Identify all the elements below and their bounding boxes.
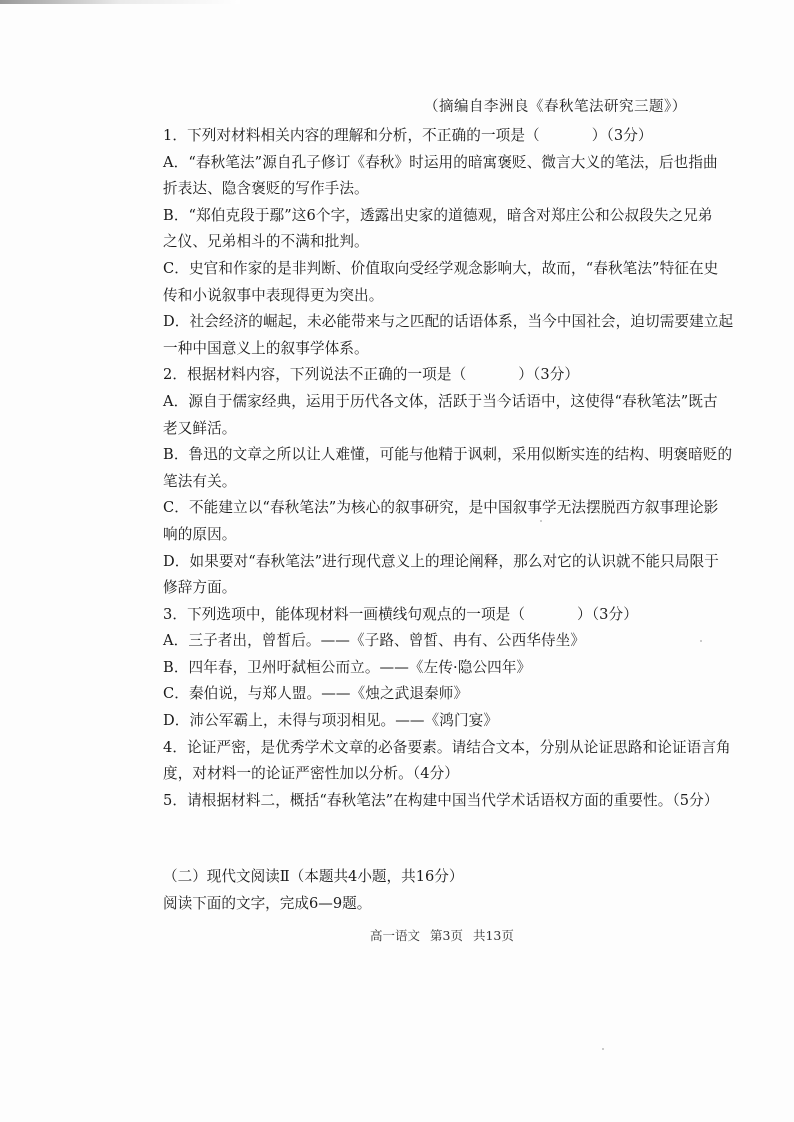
q2-option-c-cont: 响的原因。 bbox=[163, 525, 237, 543]
question-3-stem: 3．下列选项中，能体现材料一画横线句观点的一项是（ ）（3分） bbox=[163, 605, 638, 623]
footer-subject: 高一语文 bbox=[370, 928, 421, 943]
section-title: （二）现代文阅读Ⅱ（本题共4小题，共16分） bbox=[163, 868, 464, 885]
q1-option-d: D．社会经济的崛起，未必能带来与之匹配的话语体系，当今中国社会，迫切需要建立起 bbox=[163, 313, 734, 331]
questions-block bbox=[163, 123, 734, 814]
q1-option-b-cont: 之仪、兄弟相斗的不满和批判。 bbox=[163, 233, 369, 251]
footer-total: 共13页 bbox=[472, 928, 514, 943]
page-footer bbox=[370, 926, 514, 944]
source-citation: （摘编自李洲良《春秋笔法研究三题》） bbox=[424, 99, 687, 115]
footer-page: 第3页 bbox=[430, 928, 463, 943]
q1-option-a: A．“春秋笔法”源自孔子修订《春秋》时运用的暗寓褒贬、微言大义的笔法，后也指曲 bbox=[163, 153, 718, 171]
q2-option-b: B．鲁迅的文章之所以让人难懂，可能与他精于讽刺，采用似断实连的结构、明褒暗贬的 bbox=[163, 446, 733, 464]
question-2-stem: 2．根据材料内容，下列说法不正确的一项是（ ）（3分） bbox=[163, 366, 580, 384]
q1-option-c-cont: 传和小说叙事中表现得更为突出。 bbox=[163, 286, 384, 304]
q1-option-b: B．“郑伯克段于鄢”这6个字，透露出史家的道德观，暗含对郑庄公和公叔段失之兄弟 bbox=[163, 206, 713, 224]
q3-option-d: D．沛公军霸上，未得与项羽相见。——《鸿门宴》 bbox=[163, 712, 499, 730]
q2-option-a: A．源自于儒家经典，运用于历代各文体，活跃于当今话语中，这使得“春秋笔法”既古 bbox=[163, 392, 718, 410]
q3-option-c: C．秦伯说，与郑人盟。——《烛之武退秦师》 bbox=[163, 685, 469, 703]
q3-option-a: A．三子者出，曾皙后。——《子路、曾皙、冉有、公西华侍坐》 bbox=[163, 632, 586, 650]
q2-option-d: D．如果要对“春秋笔法”进行现代意义上的理论阐释，那么对它的认识就不能只局限于 bbox=[163, 552, 719, 570]
q2-option-a-cont: 老又鲜活。 bbox=[163, 419, 237, 437]
q1-option-a-cont: 折表达、隐含褒贬的写作手法。 bbox=[163, 180, 369, 198]
section-header bbox=[163, 863, 463, 917]
q2-option-c: C．不能建立以“春秋笔法”为核心的叙事研究，是中国叙事学无法摆脱西方叙事理论影 bbox=[163, 499, 719, 517]
q1-option-d-cont: 一种中国意义上的叙事学体系。 bbox=[163, 339, 369, 357]
q3-option-b: B．四年春，卫州吁弑桓公而立。——《左传·隐公四年》 bbox=[163, 658, 532, 676]
question-4-stem: 4．论证严密，是优秀学术文章的必备要素。请结合文本，分别从论证思路和论证语言角 bbox=[163, 738, 731, 756]
question-5-stem: 5．请根据材料二，概括“春秋笔法”在构建中国当代学术话语权方面的重要性。（5分） bbox=[163, 791, 719, 809]
q2-option-d-cont: 修辞方面。 bbox=[163, 579, 237, 597]
scan-edge-artifact bbox=[0, 0, 240, 4]
scan-speck bbox=[602, 1048, 604, 1050]
question-4-stem-cont: 度，对材料一的论证严密性加以分析。（4分） bbox=[163, 765, 459, 783]
question-1-stem: 1．下列对材料相关内容的理解和分析，不正确的一项是（ ）（3分） bbox=[163, 127, 653, 144]
q1-option-c: C．史官和作家的是非判断、价值取向受经学观念影响大，故而，“春秋笔法”特征在史 bbox=[163, 259, 719, 277]
q2-option-b-cont: 笔法有关。 bbox=[163, 472, 237, 490]
scan-speck bbox=[540, 520, 542, 522]
section-instruction: 阅读下面的文字，完成6—9题。 bbox=[163, 895, 372, 912]
scan-speck bbox=[700, 640, 702, 642]
